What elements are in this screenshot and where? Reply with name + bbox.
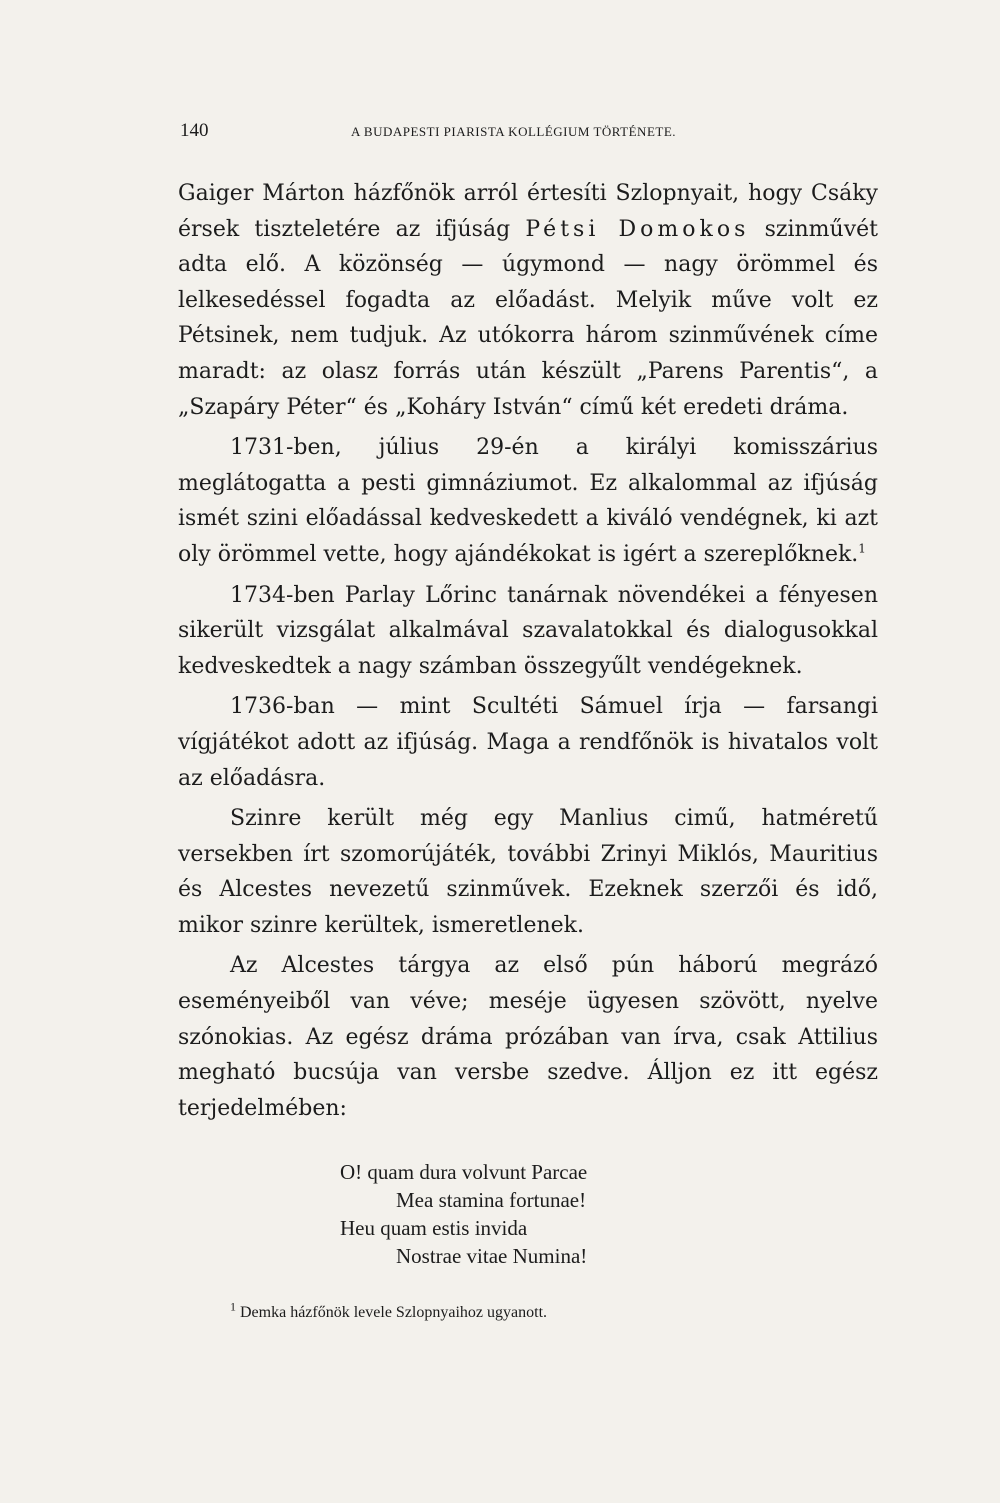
paragraph-6: Az Alcestes tárgya az első pún háború megrázó eseményeiből van véve; meséje ügyesen szövött, nyelve szónokias. Az egész dráma prózában van írva, csak Attilius megható bucsúja van versbe szedve. Álljon ez itt egész terjedelmében: [178,953,878,1121]
paragraph-2 [178,430,878,572]
page-header [180,120,880,144]
paragraph-5: Szinre került még egy Manlius cimű, hatméretű versekben írt szomorújáték, további Zrinyi Miklós, Mauritius és Alcestes nevezetű szinművek. Ezeknek szerzői és idő, mikor szinre kerültek, ismeretlenek. [178,806,878,938]
running-head: A BUDAPESTI PIARISTA KOLLÉGIUM TÖRTÉNETE. [351,124,677,139]
poem-line-3: Heu quam estis invida [340,1216,528,1240]
page-number: 140 [180,120,209,141]
poem-line-2: Mea stamina fortunae! [396,1188,587,1212]
footnote-marker: 1 [230,1299,236,1314]
footnote [230,1299,870,1324]
latin-poem [340,1158,760,1270]
paragraph-3: 1734-ben Parlay Lőrinc tanárnak növendékei a fényesen sikerült vizsgálat alkalmával szavalatokkal és dialogusokkal kedveskedtek a nagy számban összegyűlt vendégeknek. [178,582,878,679]
footnote-reference: 1 [858,541,866,556]
paragraph-4: 1736-ban — mint Scultéti Sámuel írja — farsangi vígjátékot adott az ifjúság. Maga a rendfőnök is hivatalos volt az előadásra. [178,694,878,791]
body-text [178,176,878,1126]
author-name-spaced: Pétsi Domokos [525,216,750,242]
paragraph-2-text: 1731-ben, július 29-én a királyi komisszárius meglátogatta a pesti gimnáziumot. Ez alkalommal az ifjúság ismét szini előadással kedveskedett a kiváló vendégnek, ki azt oly örömmel vette, hogy ajándékokat is igért a szereplőknek. [178,435,878,567]
poem-line-4: Nostrae vitae Numina! [396,1244,588,1268]
paragraph-1-part-a: Gaiger Márton házfőnök arról értesíti Szlopnyait, hogy Csáky érsek tiszteletére az ifjúság [178,181,878,242]
poem-line-1: O! quam dura volvunt Parcae [340,1160,588,1184]
paragraph-1-part-b: szinművét adta elő. A közönség — úgymond — nagy örömmel és lelkesedéssel fogadta az előadást. Melyik műve volt ez Pétsinek, nem tudjuk. Az utókorra három szinművének címe maradt: az olasz forrás után készült „Parens Parentis“, a „Szapáry Péter“ és „Koháry István“ című két eredeti dráma. [178,216,878,420]
footnote-text: Demka házfőnök levele Szlopnyaihoz ugyanott. [236,1304,548,1321]
paragraph-1 [178,176,878,425]
